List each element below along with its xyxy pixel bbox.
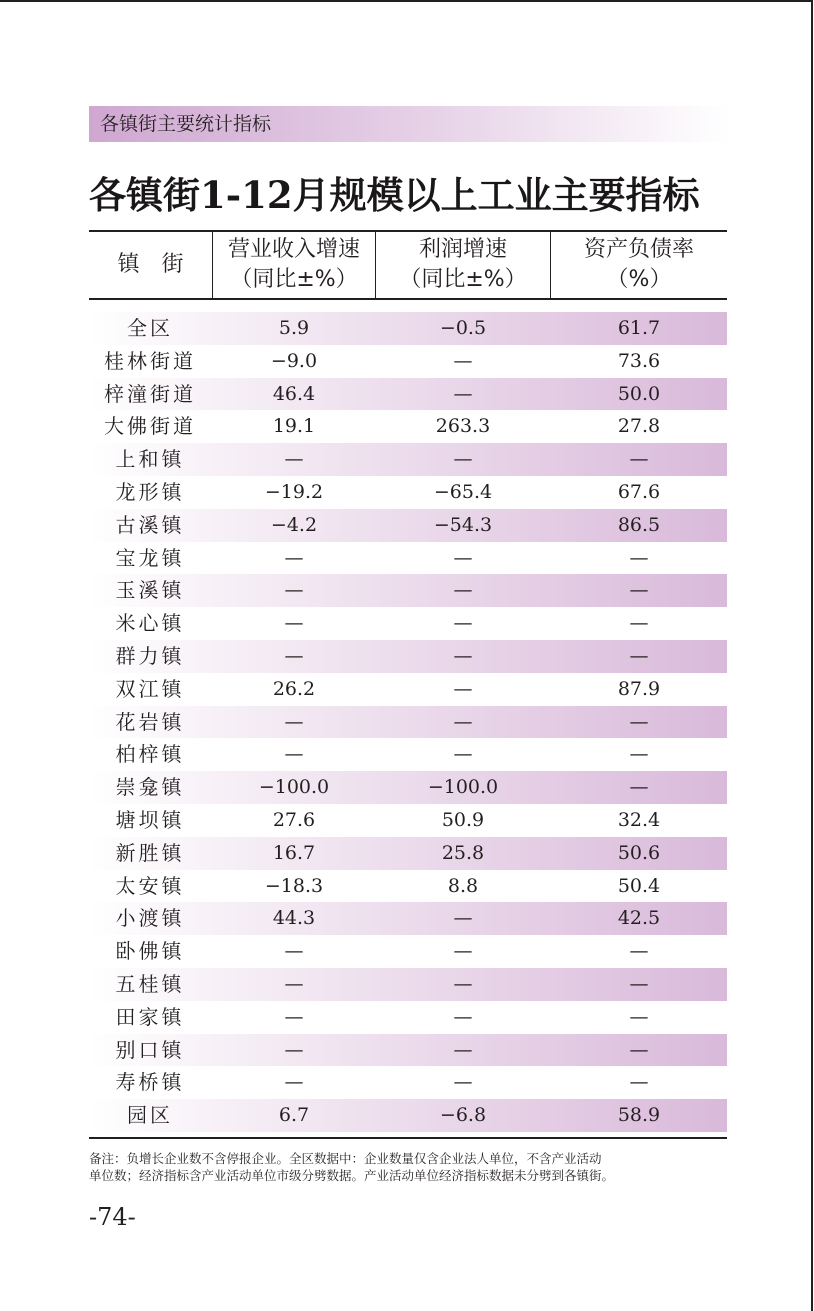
table-row — [89, 1034, 727, 1067]
table-row — [89, 935, 727, 968]
row-name: 玉溪镇 — [115, 578, 185, 603]
row-name: 桂林街道 — [104, 348, 196, 373]
row-profit: — — [453, 1038, 473, 1061]
table-row — [89, 640, 727, 673]
row-assets: — — [629, 448, 649, 471]
table-row — [89, 804, 727, 837]
row-profit: — — [453, 710, 473, 733]
row-assets: 61.7 — [617, 317, 661, 339]
row-assets: — — [629, 1005, 649, 1028]
row-name: 五桂镇 — [115, 971, 185, 996]
row-name: 新胜镇 — [115, 840, 185, 865]
table-row — [89, 1099, 727, 1132]
table-bottom-rule — [89, 1137, 727, 1139]
row-name: 大佛街道 — [104, 414, 196, 439]
row-revenue: 44.3 — [272, 907, 316, 930]
table-row — [89, 870, 727, 903]
header-profit-line2: （同比±%） — [399, 267, 527, 292]
row-name: 花岩镇 — [115, 709, 185, 734]
row-profit: −6.8 — [439, 1104, 487, 1127]
row-profit: — — [453, 382, 473, 405]
table-row — [89, 312, 727, 345]
header-assets-line1: 资产负债率 — [583, 237, 694, 262]
table-row — [89, 902, 727, 935]
table-row — [89, 1001, 727, 1034]
table-row — [89, 837, 727, 870]
row-profit: −0.5 — [439, 317, 487, 339]
row-name: 卧佛镇 — [115, 939, 185, 964]
table-row — [89, 542, 727, 575]
table-title: 各镇街1-12月规模以上工业主要指标 — [89, 173, 700, 217]
row-assets: — — [629, 710, 649, 733]
header-revenue — [213, 232, 375, 298]
row-profit: — — [453, 612, 473, 635]
row-assets: 42.5 — [617, 907, 661, 930]
row-assets: 27.8 — [617, 415, 661, 438]
row-revenue: −9.0 — [270, 349, 318, 372]
footnote — [89, 1150, 739, 1184]
row-name: 塘坝镇 — [115, 807, 185, 832]
page-top-border — [0, 0, 813, 2]
row-assets: — — [629, 940, 649, 963]
row-profit: −54.3 — [433, 513, 493, 536]
header-revenue-line2: （同比±%） — [230, 267, 358, 292]
row-revenue: — — [284, 1071, 304, 1094]
row-revenue: −18.3 — [264, 874, 324, 897]
page-number: -74- — [89, 1203, 136, 1231]
row-revenue: — — [284, 579, 304, 602]
row-name: 梓潼街道 — [104, 381, 196, 406]
row-revenue: — — [284, 710, 304, 733]
header-bottom-rule — [89, 298, 727, 300]
row-name: 田家镇 — [115, 1004, 185, 1029]
row-revenue: — — [284, 546, 304, 569]
row-name: 群力镇 — [115, 643, 185, 668]
row-assets: — — [629, 776, 649, 799]
row-name: 古溪镇 — [115, 512, 185, 537]
row-revenue: 19.1 — [272, 415, 316, 438]
row-assets: — — [629, 972, 649, 995]
header-revenue-line1: 营业收入增速 — [227, 237, 360, 262]
header-assets-line2: （%） — [606, 267, 672, 292]
section-label: 各镇街主要统计指标 — [100, 113, 272, 135]
row-profit: — — [453, 677, 473, 700]
row-assets: 32.4 — [617, 808, 661, 831]
row-name: 龙形镇 — [115, 479, 185, 504]
row-revenue: −100.0 — [258, 776, 330, 799]
row-assets: 87.9 — [617, 677, 661, 700]
row-revenue: 6.7 — [278, 1104, 310, 1127]
row-name: 别口镇 — [115, 1037, 185, 1062]
row-assets: 58.9 — [617, 1104, 661, 1127]
row-assets: 50.0 — [617, 382, 661, 405]
row-name: 宝龙镇 — [115, 545, 185, 570]
row-profit: — — [453, 743, 473, 766]
header-name-label: 镇 街 — [117, 252, 184, 277]
row-revenue: −4.2 — [270, 513, 318, 536]
row-assets: — — [629, 546, 649, 569]
row-profit: 25.8 — [441, 841, 485, 864]
row-assets: — — [629, 743, 649, 766]
row-assets: — — [629, 579, 649, 602]
row-profit: 8.8 — [447, 874, 479, 897]
row-revenue: — — [284, 1038, 304, 1061]
row-revenue: 46.4 — [272, 382, 316, 405]
row-assets: 50.4 — [617, 874, 661, 897]
table-row — [89, 706, 727, 739]
row-profit: — — [453, 1071, 473, 1094]
row-name: 园区 — [127, 1103, 173, 1128]
table-row — [89, 1066, 727, 1099]
table-row — [89, 738, 727, 771]
row-name: 柏梓镇 — [115, 742, 185, 767]
row-profit: 50.9 — [441, 808, 485, 831]
table-body — [89, 312, 727, 1132]
row-name: 米心镇 — [115, 611, 185, 636]
row-assets: 86.5 — [617, 513, 661, 536]
table-row — [89, 476, 727, 509]
row-revenue: — — [284, 1005, 304, 1028]
row-revenue: — — [284, 743, 304, 766]
row-name: 崇龛镇 — [115, 775, 185, 800]
table-row — [89, 574, 727, 607]
header-profit-line1: 利润增速 — [418, 237, 507, 262]
row-assets: — — [629, 1038, 649, 1061]
header-assets — [551, 232, 727, 298]
table-row — [89, 968, 727, 1001]
row-assets: 73.6 — [617, 349, 661, 372]
row-revenue: 16.7 — [272, 841, 316, 864]
row-revenue: 26.2 — [272, 677, 316, 700]
row-name: 上和镇 — [115, 447, 185, 472]
footnote-line-1: 备注：负增长企业数不含停报企业。全区数据中：企业数量仅含企业法人单位，不含产业活动 — [89, 1151, 602, 1166]
header-name — [89, 232, 212, 298]
row-assets: 50.6 — [617, 841, 661, 864]
row-profit: −100.0 — [427, 776, 499, 799]
table-row — [89, 345, 727, 378]
row-profit: — — [453, 448, 473, 471]
row-assets: 67.6 — [617, 480, 661, 503]
row-revenue: — — [284, 972, 304, 995]
row-revenue: 27.6 — [272, 808, 316, 831]
row-revenue: 5.9 — [278, 317, 310, 339]
row-name: 太安镇 — [115, 873, 185, 898]
row-profit: — — [453, 940, 473, 963]
row-profit: — — [453, 644, 473, 667]
row-name: 双江镇 — [115, 676, 185, 701]
row-profit: — — [453, 579, 473, 602]
row-profit: 263.3 — [435, 415, 491, 438]
footnote-line-2: 单位数；经济指标含产业活动单位市级分劈数据。产业活动单位经济指标数据未分劈到各镇街。 — [89, 1168, 615, 1183]
row-revenue: −19.2 — [264, 480, 324, 503]
row-profit: — — [453, 546, 473, 569]
row-assets: — — [629, 1071, 649, 1094]
page-right-border — [811, 0, 813, 1311]
table-row — [89, 509, 727, 542]
row-profit: — — [453, 907, 473, 930]
table-row — [89, 378, 727, 411]
row-assets: — — [629, 612, 649, 635]
row-revenue: — — [284, 612, 304, 635]
row-assets: — — [629, 644, 649, 667]
table-row — [89, 673, 727, 706]
table-row — [89, 771, 727, 804]
row-name: 寿桥镇 — [115, 1070, 185, 1095]
row-name: 小渡镇 — [115, 906, 185, 931]
row-profit: — — [453, 349, 473, 372]
row-name: 全区 — [127, 316, 173, 340]
row-revenue: — — [284, 644, 304, 667]
table-row — [89, 607, 727, 640]
row-profit: −65.4 — [433, 480, 493, 503]
row-profit: — — [453, 1005, 473, 1028]
row-revenue: — — [284, 940, 304, 963]
header-profit — [376, 232, 550, 298]
table-row — [89, 443, 727, 476]
table-row — [89, 410, 727, 443]
row-profit: — — [453, 972, 473, 995]
row-revenue: — — [284, 448, 304, 471]
